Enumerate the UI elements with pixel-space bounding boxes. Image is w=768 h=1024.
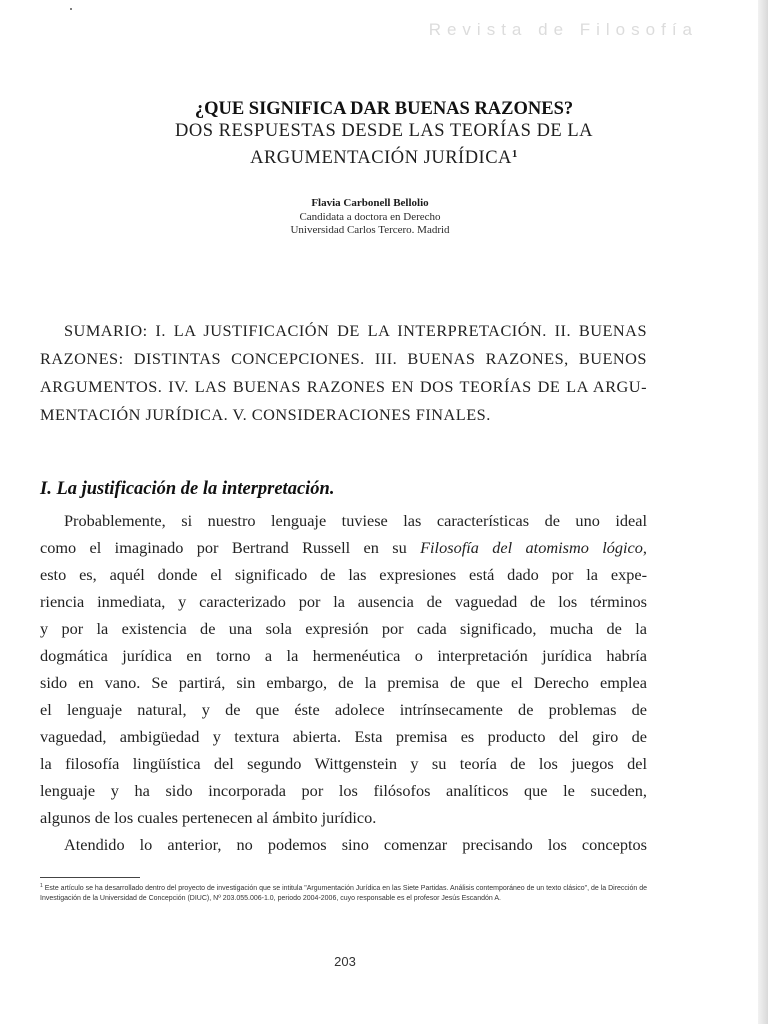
scan-speck bbox=[70, 8, 72, 10]
body-line: esto es, aquél donde el significado de las expresiones está dado por la expe- bbox=[40, 565, 647, 584]
running-head: Revista de Filosofía bbox=[428, 20, 698, 39]
body-line: algunos de los cuales pertenecen al ámbito jurídico. bbox=[40, 808, 377, 827]
body-line: vaguedad, ambigüedad y textura abierta. Esta premisa es producto del giro de bbox=[40, 727, 647, 746]
body-line: Atendido lo anterior, no podemos sino comenzar precisando los conceptos bbox=[64, 835, 647, 854]
author-affiliation: Universidad Carlos Tercero. Madrid bbox=[290, 224, 450, 236]
summary-line: SUMARIO: I. LA JUSTIFICACIÓN DE LA INTERPRETACIÓN. II. BUENAS bbox=[64, 321, 647, 340]
subtitle-text: ARGUMENTACIÓN JURÍDICA bbox=[250, 148, 512, 168]
summary-paragraph bbox=[40, 317, 647, 429]
book-title-italic: Filosofía del atomismo lógico bbox=[420, 538, 643, 557]
section-heading: I. La justificación de la interpretación. bbox=[40, 479, 335, 499]
body-line-punct: , bbox=[642, 538, 647, 557]
author-block bbox=[0, 196, 740, 237]
article-subtitle-line-2 bbox=[0, 143, 768, 170]
footnote-text: Este artículo se ha desarrollado dentro del proyecto de investigación que se intitula "Argumentación Jurídica en las Siete Partidas. Análisis contemporáneo de un texto clásico", de la Dirección de Investigación de la Universidad de Concepción (DIUC), Nº 203.055.006-1.0, periodo 2004-2006, cuyo responsable es el profesor Jesús Escandón A. bbox=[40, 885, 647, 902]
summary-line: ARGUMENTOS. IV. LAS BUENAS RAZONES EN DOS TEORÍAS DE LA ARGU- bbox=[40, 377, 647, 396]
article-subtitle-line-1: DOS RESPUESTAS DESDE LAS TEORÍAS DE LA bbox=[174, 121, 594, 141]
summary-line: MENTACIÓN JURÍDICA. V. CONSIDERACIONES FINALES. bbox=[40, 405, 491, 424]
body-line: la filosofía lingüística del segundo Wittgenstein y su teoría de los juegos del bbox=[40, 754, 647, 773]
footnote-marker: 1 bbox=[40, 883, 43, 889]
body-line: Probablemente, si nuestro lenguaje tuviese las características de uno ideal bbox=[64, 511, 647, 530]
article-title: ¿QUE SIGNIFICA DAR BUENAS RAZONES? bbox=[194, 99, 574, 119]
footnote bbox=[40, 881, 647, 904]
body-line: riencia inmediata, y caracterizado por la ausencia de vaguedad de los términos bbox=[40, 592, 647, 611]
summary-line: RAZONES: DISTINTAS CONCEPCIONES. III. BUENAS RAZONES, BUENOS bbox=[40, 349, 647, 368]
body-line: sido en vano. Se partirá, sin embargo, de la premisa de que el Derecho emplea bbox=[40, 673, 647, 692]
author-name: Flavia Carbonell Bellolio bbox=[311, 197, 429, 209]
body-line: y por la existencia de una sola expresión por cada significado, mucha de la bbox=[40, 619, 647, 638]
body-text bbox=[40, 507, 647, 858]
body-line-text: como el imaginado por Bertrand Russell en su bbox=[40, 538, 421, 557]
body-line: lenguaje y ha sido incorporada por los filósofos analíticos que le suceden, bbox=[40, 781, 647, 800]
footnote-divider bbox=[40, 877, 140, 878]
author-position: Candidata a doctora en Derecho bbox=[299, 211, 441, 223]
page-number: 203 bbox=[334, 954, 356, 969]
body-line: el lenguaje natural, y de que éste adolece intrínsecamente de problemas de bbox=[40, 700, 647, 719]
article-title-block bbox=[0, 98, 768, 170]
title-footnote-marker[interactable]: 1 bbox=[511, 148, 518, 160]
body-line: dogmática jurídica en torno a la hermenéutica o interpretación jurídica habría bbox=[40, 646, 647, 665]
body-line bbox=[40, 534, 647, 561]
